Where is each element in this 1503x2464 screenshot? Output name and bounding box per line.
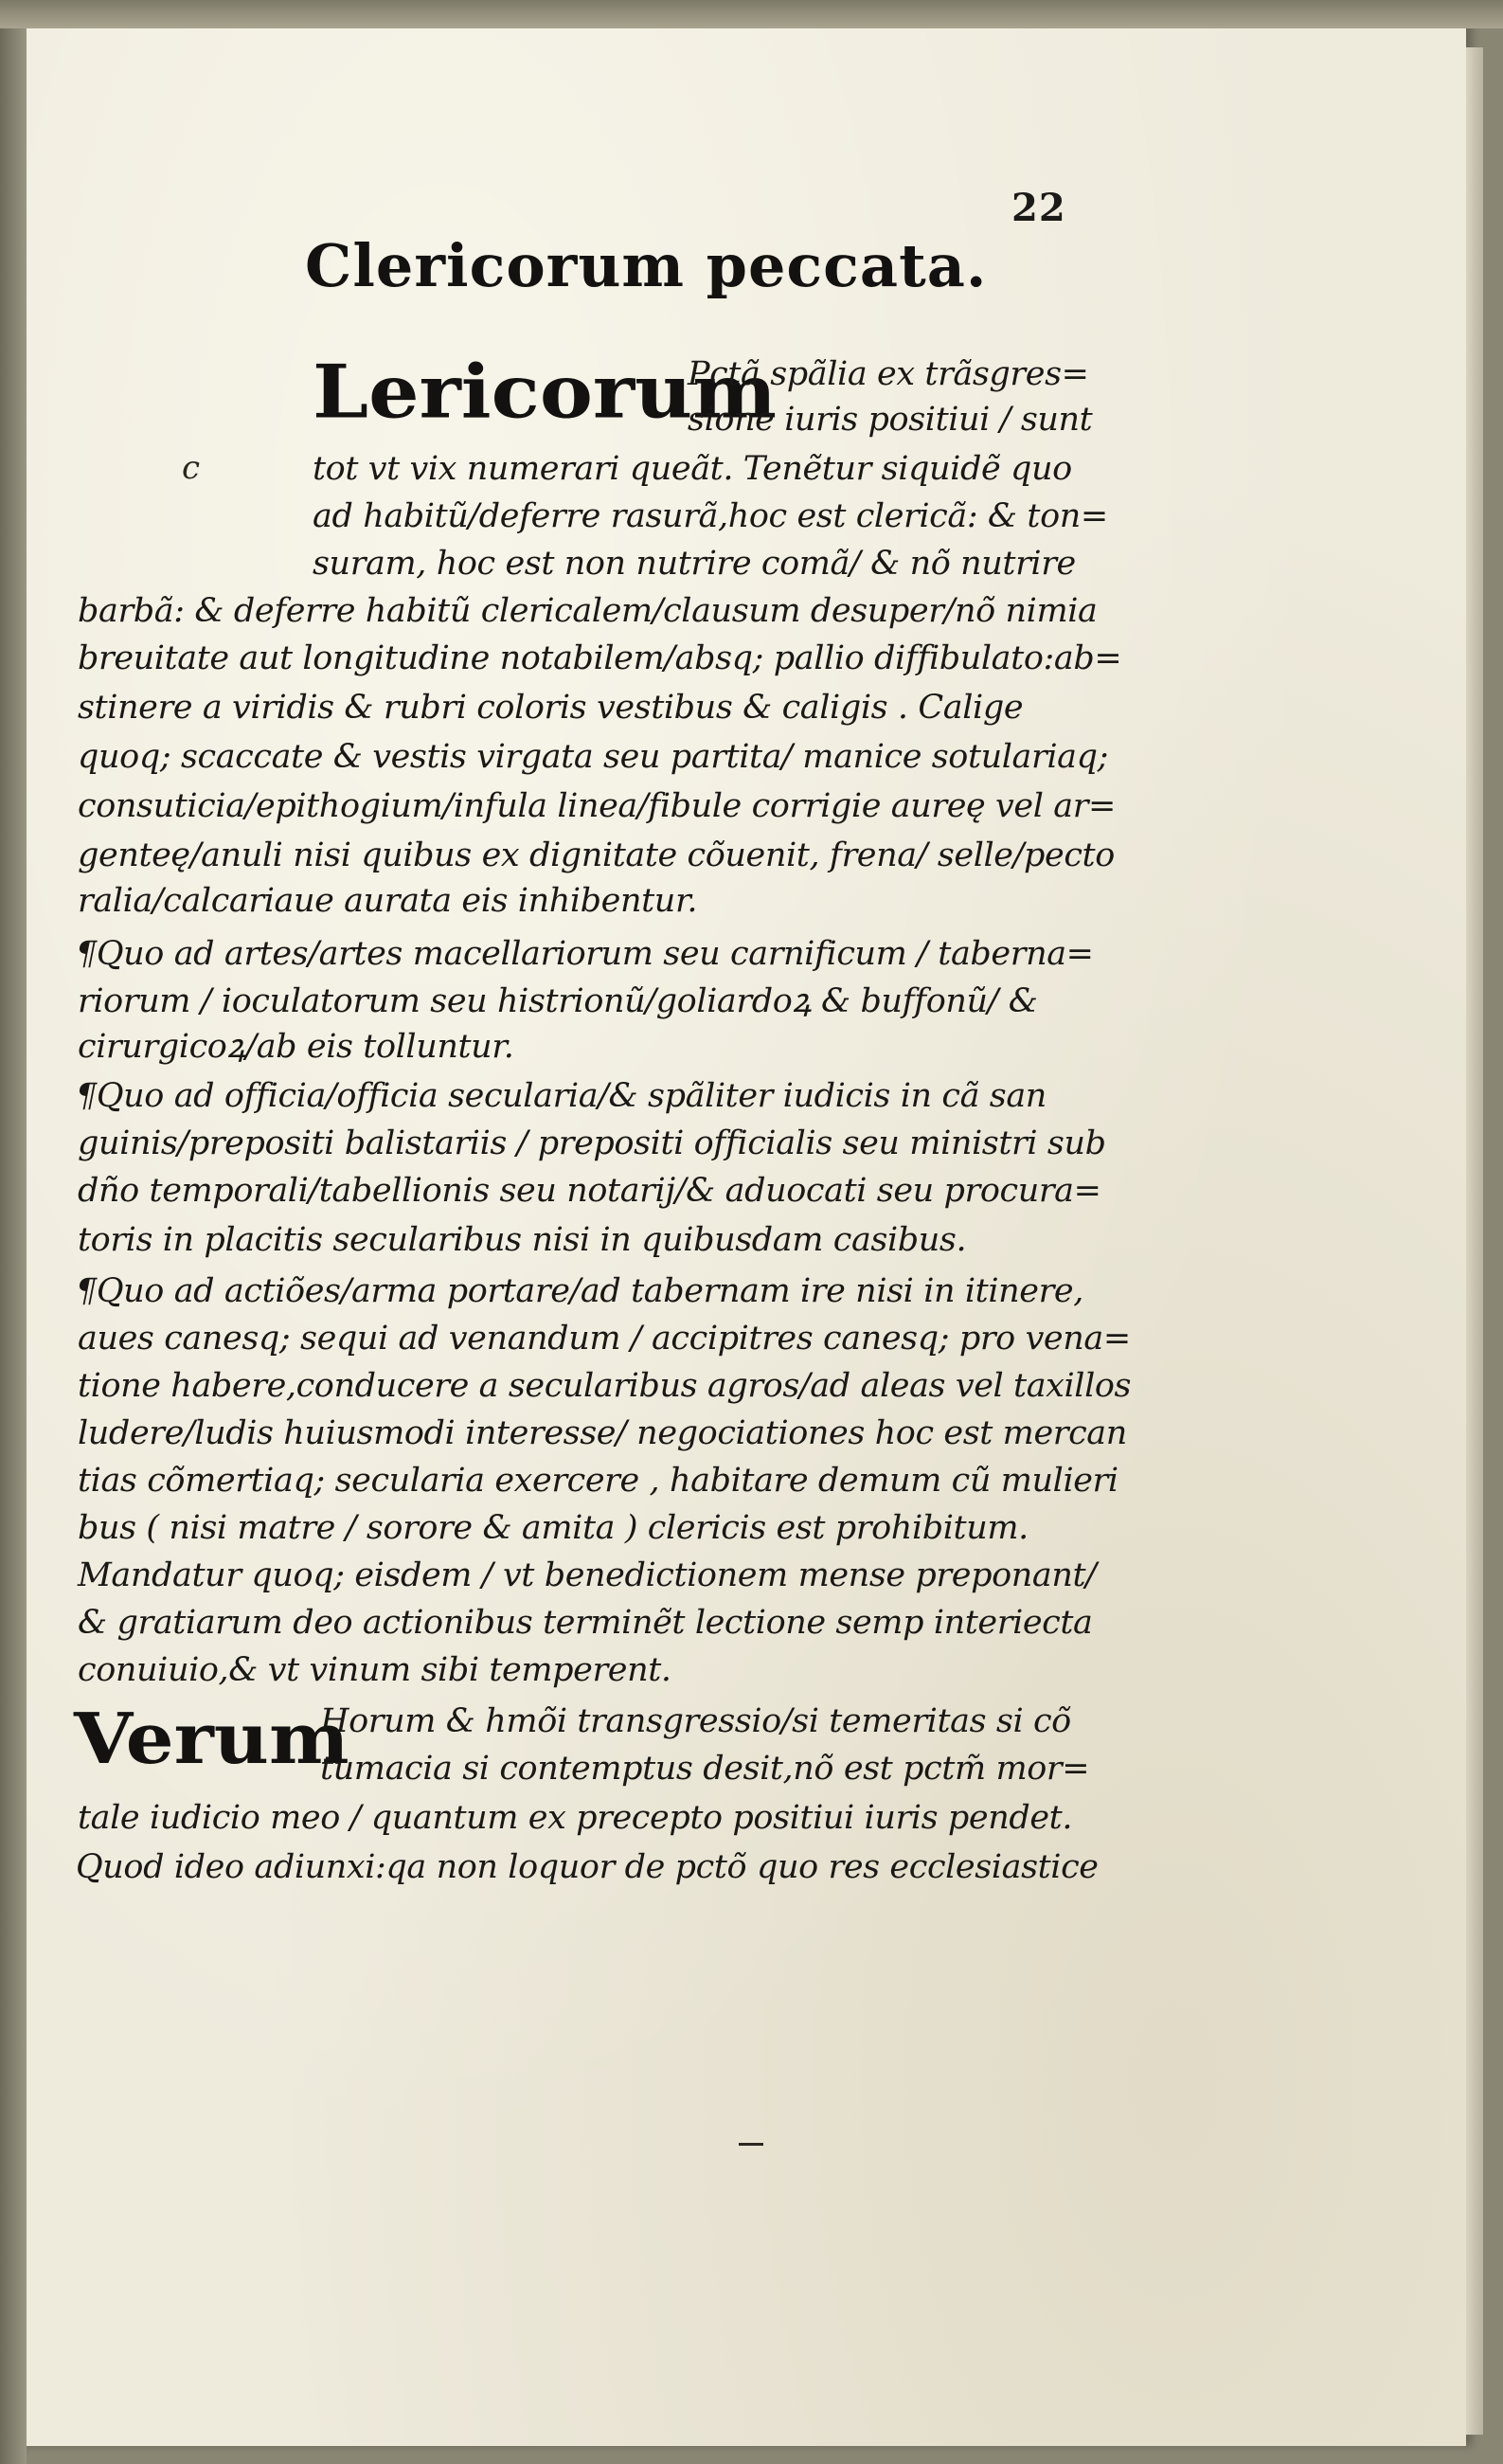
ink-mark (739, 2143, 763, 2146)
text-line: tumacia si contemptus desit,nõ est pctm̃ mor= (320, 1750, 1090, 1788)
text-line: & gratiarum deo actionibus terminẽt lectione semp interiecta (78, 1604, 1093, 1642)
text-line: breuitate aut longitudine notabilem/absq; pallio diffibulato:ab= (78, 639, 1122, 677)
text-line: riorum / ioculatorum seu histrionũ/goliardoꝝ & buffonũ/ & (78, 982, 1038, 1020)
text-line: consuticia/epithogium/infula linea/fibule corrigie aureę vel ar= (78, 787, 1116, 825)
running-title: Clericorum peccata. (305, 231, 988, 300)
text-line: tias cõmertiaq; secularia exercere , habitare demum cũ mulieri (78, 1462, 1118, 1500)
text-line: stinere a viridis & rubri coloris vestibus & caligis . Calige (78, 689, 1024, 727)
text-line: tale iudicio meo / quantum ex precepto positiui iuris pendet. (78, 1799, 1073, 1837)
text-line: tione habere,conducere a secularibus agros/ad aleas vel taxillos (78, 1367, 1132, 1405)
text-line: Pctã spãlia ex trãsgres= (688, 355, 1089, 393)
margin-note: c (182, 449, 201, 487)
text-line: Mandatur quoq; eisdem / vt benedictionem mense preponant/ (78, 1556, 1097, 1594)
text-line: Horum & hmõi transgressio/si temeritas si cõ (320, 1702, 1071, 1740)
initial-word-verum: Verum (74, 1697, 349, 1780)
text-line: ¶Quo ad officia/officia secularia/& spãliter iudicis in cã san (76, 1077, 1047, 1115)
text-line: conuiuio,& vt vinum sibi temperent. (78, 1651, 671, 1689)
text-line: bus ( nisi matre / sorore & amita ) clericis est prohibitum. (78, 1509, 1029, 1547)
text-line: dño temporali/tabellionis seu notarij/& aduocati seu procura= (78, 1172, 1101, 1210)
text-line: ¶Quo ad actiões/arma portare/ad tabernam ire nisi in itinere, (76, 1272, 1083, 1310)
page-number: 22 (1011, 186, 1066, 230)
text-line: ralia/calcariaue aurata eis inhibentur. (78, 882, 698, 920)
text-line: guinis/prepositi balistariis / prepositi officialis seu ministri sub (78, 1124, 1106, 1162)
text-line: tot vt vix numerari queãt. Tenẽtur siquidẽ quo (313, 450, 1072, 488)
text-line: aues canesq; sequi ad venandum / accipitres canesq; pro vena= (78, 1320, 1131, 1358)
text-line: Quod ideo adiunxi:qa non loquor de pctõ quo res ecclesiastice (76, 1848, 1099, 1886)
text-line: cirurgicoꝝ/ab eis tolluntur. (78, 1028, 514, 1066)
text-line: quoq; scaccate & vestis virgata seu partita/ manice sotulariaq; (78, 738, 1109, 776)
text-line: barbã: & deferre habitũ clericalem/clausum desuper/nõ nimia (78, 592, 1098, 630)
text-line: genteę/anuli nisi quibus ex dignitate cõuenit, frena/ selle/pecto (78, 836, 1115, 874)
text-line: suram, hoc est non nutrire comã/ & nõ nutrire (313, 545, 1076, 583)
text-line: ludere/ludis huiusmodi interesse/ negociationes hoc est mercan (78, 1414, 1127, 1452)
text-line: ad habitũ/deferre rasurã,hoc est clericã: & ton= (313, 497, 1108, 535)
text-line: sione iuris positiui / sunt (688, 401, 1093, 439)
text-line: ¶Quo ad artes/artes macellariorum seu carnificum / taberna= (76, 935, 1094, 973)
text-line: toris in placitis secularibus nisi in quibusdam casibus. (78, 1221, 967, 1259)
initial-word-lericorum: Lericorum (313, 348, 778, 436)
